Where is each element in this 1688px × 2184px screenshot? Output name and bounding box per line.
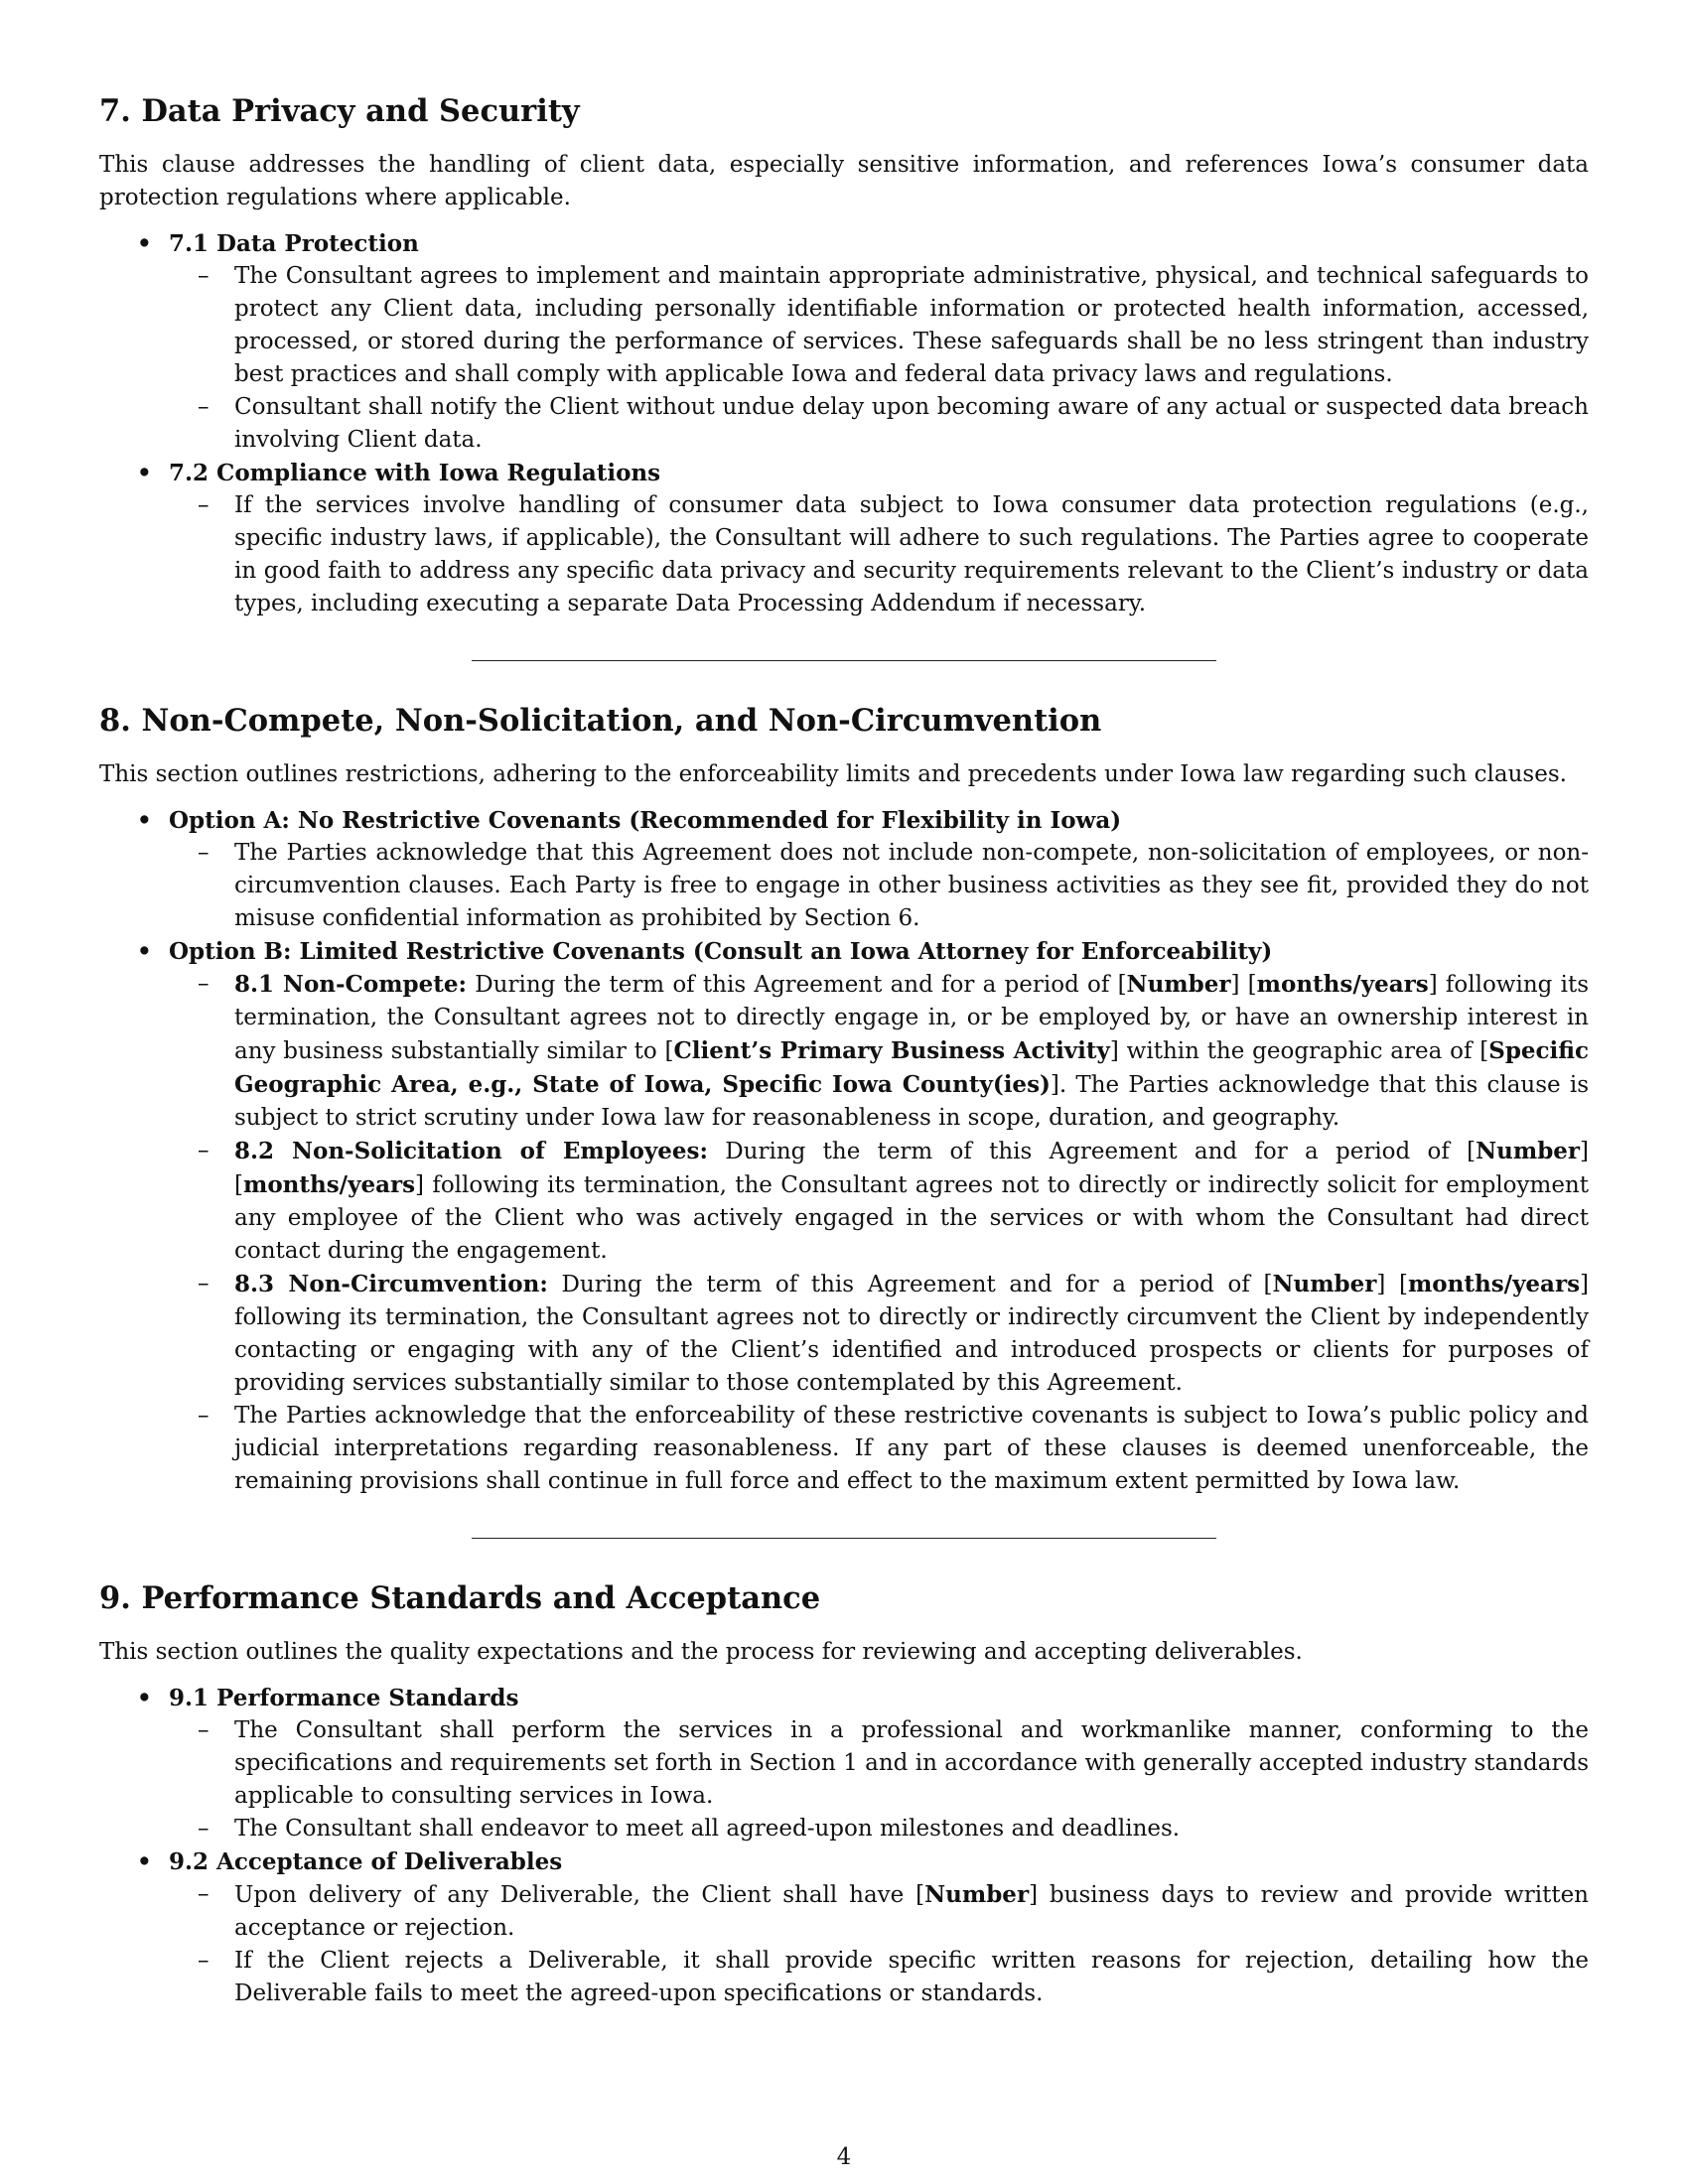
section-divider [472,1538,1216,1539]
section-heading: 8. Non-Compete, Non-Solicitation, and Non-Circumvention [99,703,1102,739]
clause-item [99,935,1589,1498]
bullet-icon: • [137,230,152,257]
sub-clause-text: ] within the geographic area of [ [1109,1038,1489,1064]
sub-clause-lead: 8.2 Non-Solicitation of Employees: [234,1138,708,1164]
sub-clause-text: The Consultant shall perform the services in a professional and workmanlike manner, conforming to the specifications and requirements set forth in Section 1 and in accordance with generally accepted industry standards applicable to consulting services in Iowa. [234,1717,1589,1809]
clause-item [99,1682,1589,1845]
sub-clause-text: ] following its termination, the Consultant agrees not to directly or indirectly circumvent the Client by independently contacting or engaging with any of the Client’s identified and introduced prospects or clients for purposes of providing services substantially similar to those contemplated by this Agreement. [234,1272,1590,1396]
placeholder: Number [1476,1138,1581,1164]
section-intro: This section outlines restrictions, adhering to the enforceability limits and precedents under Iowa law regarding such clauses. [99,761,1567,787]
dash-icon: – [198,1271,210,1297]
placeholder: months/years [1407,1271,1581,1297]
dash-icon: – [198,971,210,997]
clause-item [99,227,1589,457]
sub-clause-text: Consultant shall notify the Client without undue delay upon becoming aware of any actual or suspected data breach involving Client data. [234,394,1589,453]
sub-clause-text: Upon delivery of any Deliverable, the Client shall have [ [234,1882,925,1908]
dash-icon: – [198,1816,210,1842]
sub-clause-text: The Parties acknowledge that this Agreement does not include non-compete, non-solicitation of employees, or non-circumvention clauses. Each Party is free to engage in other business activities as they see fit, provided they do not misuse confidential information as prohibited by Section 6. [234,840,1589,931]
section-divider [472,660,1216,661]
clause-list [99,1682,1589,2010]
dash-icon: – [198,1403,210,1429]
sub-clause [169,391,1589,457]
sub-clause-text: ] business days to review and provide written acceptance or rejection. [234,1882,1589,1941]
clause-list [99,804,1589,1498]
sub-clause-text: During the term of this Agreement and for a period of [ [547,1272,1273,1297]
sub-clause [169,968,1589,1135]
sub-clause [169,1135,1589,1268]
dash-icon: – [198,1138,210,1163]
sub-clause [169,489,1589,620]
placeholder: Client’s Primary Business Activity [673,1037,1110,1064]
sub-clause [169,1878,1589,1945]
sub-clause-text: If the services involve handling of consumer data subject to Iowa consumer data protection regulations (e.g., specific industry laws, if applicable), the Consultant will adhere to such regulations. The Parties agree to cooperate in good faith to address any specific data privacy and security requirements relevant to the Client’s industry or data types, including executing a separate Data Processing Addendum if necessary. [234,492,1589,616]
sub-clause [169,1400,1589,1498]
clause-title: Option B: Limited Restrictive Covenants (Consult an Iowa Attorney for Enforceability) [169,938,1273,965]
placeholder: Number [924,1881,1030,1908]
sub-clause-text: The Consultant shall endeavor to meet all agreed-upon milestones and deadlines. [234,1816,1181,1842]
sub-clause-text: ] [ [1230,972,1257,998]
clause-item [99,1845,1589,2010]
section-heading: 9. Performance Standards and Acceptance [99,1580,821,1616]
clause-title: 9.2 Acceptance of Deliverables [169,1848,563,1875]
clause-item [99,804,1589,935]
sub-clause-text: ] [ [234,1139,1590,1198]
dash-icon: – [198,1948,210,1974]
sub-clause [169,1268,1589,1400]
placeholder: months/years [1256,971,1429,998]
placeholder: Specific Geographic Area, e.g., State of Iowa, Specific Iowa County(ies) [234,1037,1589,1098]
placeholder: Number [1126,971,1231,998]
sub-clause [169,1945,1589,2010]
section-intro: This section outlines the quality expectations and the process for reviewing and accepting deliverables. [99,1639,1303,1665]
sub-clause-text: If the Client rejects a Deliverable, it shall provide specific written reasons for rejection, detailing how the Deliverable fails to meet the agreed-upon specifications or standards. [234,1948,1589,2006]
clause-title: 9.1 Performance Standards [169,1685,519,1711]
dash-icon: – [198,263,210,289]
clause-list [99,227,1589,620]
sub-clause-text: ]. The Parties acknowledge that this clause is subject to strict scrutiny under Iowa law for reasonableness in scope, duration, and geography. [234,1072,1590,1131]
placeholder: Number [1272,1271,1377,1297]
bullet-icon: • [137,460,152,486]
sub-clause-text: The Consultant agrees to implement and maintain appropriate administrative, physical, and technical safeguards to protect any Client data, including personally identifiable information or protected health information, accessed, processed, or stored during the performance of services. These safeguards shall be no less stringent than industry best practices and shall comply with applicable Iowa and federal data privacy laws and regulations. [234,263,1589,387]
sub-clause [169,837,1589,935]
sub-clause-text: ] following its termination, the Consultant agrees not to directly or indirectly solicit for employment any employee of the Client who was actively engaged in the services or with whom the Consultant had direct contact during the engagement. [234,1172,1589,1264]
dash-icon: – [198,492,210,518]
bullet-icon: • [137,938,152,965]
dash-icon: – [198,394,210,420]
sub-clause-text: During the term of this Agreement and for a period of [ [467,972,1127,998]
sub-clause [169,260,1589,391]
page-number: 4 [836,2144,852,2170]
document-page [99,91,1589,2010]
clause-title: 7.1 Data Protection [169,230,419,257]
sub-clause-lead: 8.1 Non-Compete: [234,971,468,998]
placeholder: months/years [242,1171,416,1198]
sub-clause-text: ] [ [1376,1272,1408,1297]
section-heading: 7. Data Privacy and Security [99,93,580,129]
clause-title: Option A: No Restrictive Covenants (Recommended for Flexibility in Iowa) [169,807,1122,834]
clause-item [99,457,1589,620]
sub-clause [169,1714,1589,1813]
dash-icon: – [198,1717,210,1743]
bullet-icon: • [137,807,152,834]
bullet-icon: • [137,1848,152,1875]
dash-icon: – [198,840,210,866]
sub-clause-text: ] following its termination, the Consultant agrees not to directly engage in, or be employed by, or have an ownership interest in any business substantially similar to [ [234,972,1590,1064]
bullet-icon: • [137,1685,152,1711]
dash-icon: – [198,1881,210,1907]
sub-clause [169,1813,1589,1845]
section-intro: This clause addresses the handling of client data, especially sensitive information, and references Iowa’s consumer data protection regulations where applicable. [99,152,1589,210]
sub-clause-text: During the term of this Agreement and for a period of [ [707,1139,1477,1164]
sub-clause-lead: 8.3 Non-Circumvention: [234,1271,548,1297]
clause-title: 7.2 Compliance with Iowa Regulations [169,460,661,486]
sub-clause-text: The Parties acknowledge that the enforceability of these restrictive covenants is subject to Iowa’s public policy and judicial interpretations regarding reasonableness. If any part of these clauses is deemed unenforceable, the remaining provisions shall continue in full force and effect to the maximum extent permitted by Iowa law. [234,1403,1589,1494]
